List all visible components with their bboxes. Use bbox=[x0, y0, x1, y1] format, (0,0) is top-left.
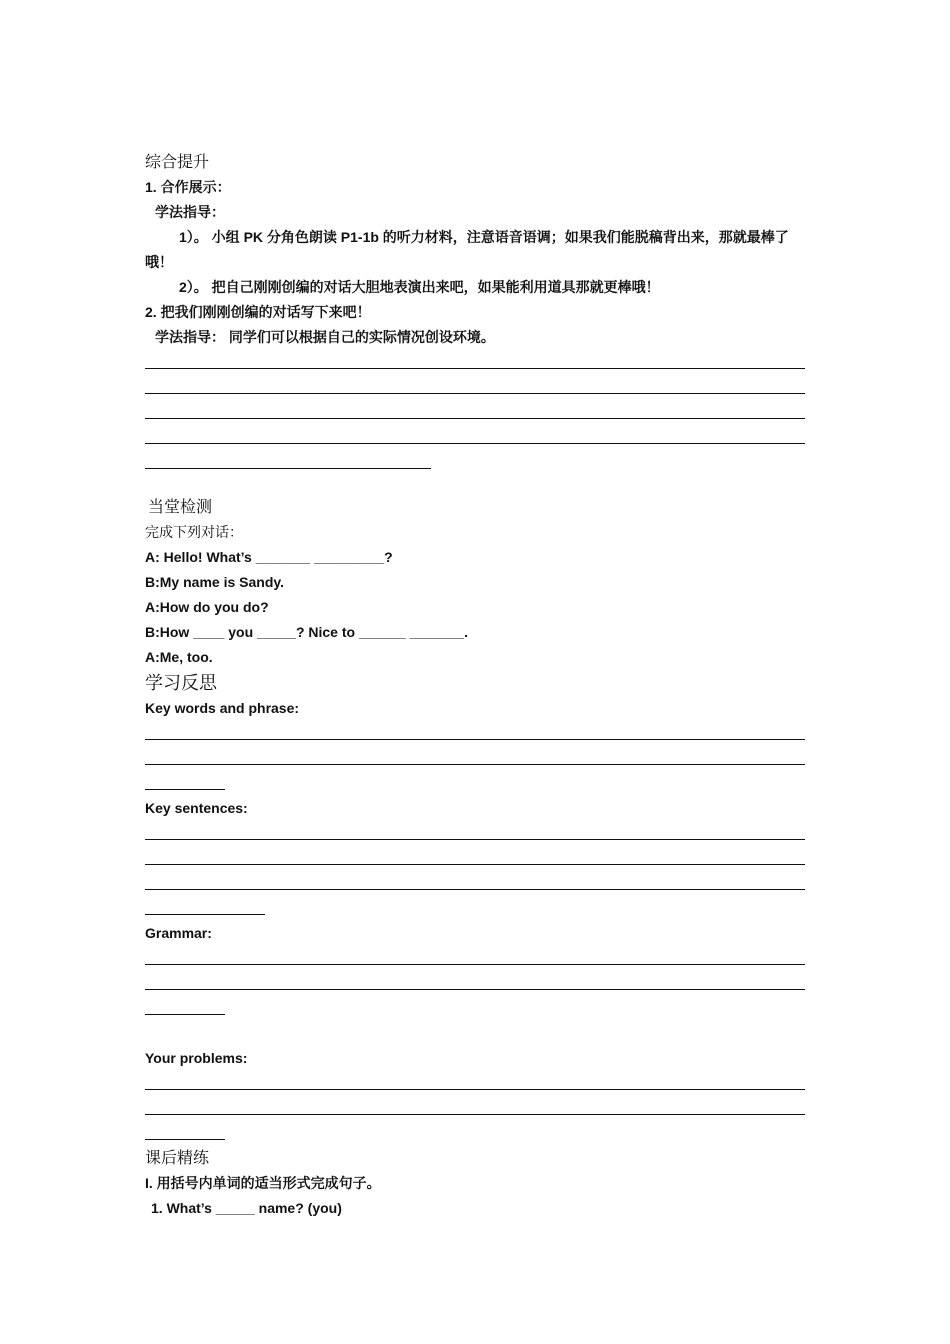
dialogue-line: B:How ____ you _____? Nice to ______ _______. bbox=[145, 624, 468, 640]
answer-line bbox=[145, 375, 805, 400]
answer-line bbox=[145, 846, 805, 871]
grammar-label: Grammar: bbox=[145, 925, 212, 941]
section-heading-test: 当堂检测 bbox=[148, 499, 213, 516]
dialogue-line: A:Me, too. bbox=[145, 649, 213, 665]
answer-line bbox=[145, 971, 805, 996]
answer-line bbox=[145, 425, 805, 450]
dialogue-line: B:My name is Sandy. bbox=[145, 574, 285, 590]
section-heading-reflection: 学习反思 bbox=[145, 673, 217, 693]
test-instruction: 完成下列对话： bbox=[145, 524, 243, 540]
answer-line-short bbox=[145, 896, 805, 921]
key-words-label: Key words and phrase: bbox=[145, 700, 300, 716]
key-sentences-label: Key sentences: bbox=[145, 800, 248, 816]
dialogue-line: A: Hello! What’s _______ _________? bbox=[145, 549, 393, 565]
answer-line bbox=[145, 1071, 805, 1096]
section-heading-comprehensive: 综合提升 bbox=[145, 154, 210, 171]
dialogue-line: A:How do you do? bbox=[145, 599, 269, 615]
step-1-text: 1）。 小组 PK 分角色朗读 P1-1b 的听力材料，注意语音语调；如果我们能脱稿背出来，那就最棒了哦！ bbox=[145, 229, 789, 270]
step-2-text: 2）。 把自己刚刚创编的对话大胆地表演出来吧，如果能利用道具那就更棒哦！ bbox=[179, 279, 660, 295]
item-2-write: 2. 把我们刚刚创编的对话写下来吧！ bbox=[145, 304, 371, 320]
problems-label: Your problems: bbox=[145, 1050, 248, 1066]
answer-line bbox=[145, 946, 805, 971]
section-heading-practice: 课后精练 bbox=[145, 1150, 210, 1167]
answer-line bbox=[145, 350, 805, 375]
item-1-cooperation: 1. 合作展示： bbox=[145, 179, 231, 195]
answer-line-short bbox=[145, 1121, 805, 1146]
answer-line-short bbox=[145, 996, 805, 1021]
answer-line bbox=[145, 821, 805, 846]
answer-line bbox=[145, 721, 805, 746]
answer-line-short bbox=[145, 771, 805, 796]
answer-line bbox=[145, 1096, 805, 1121]
practice-part-1: I. 用括号内单词的适当形式完成句子。 bbox=[145, 1175, 381, 1191]
method-guide-label: 学法指导： bbox=[155, 204, 225, 220]
answer-line bbox=[145, 746, 805, 771]
answer-line bbox=[145, 871, 805, 896]
answer-line-short bbox=[145, 450, 805, 475]
answer-line bbox=[145, 400, 805, 425]
practice-question-1: 1. What’s _____ name? (you) bbox=[151, 1200, 342, 1216]
item-2-method-guide: 学法指导： 同学们可以根据自己的实际情况创设环境。 bbox=[155, 329, 495, 345]
document-page bbox=[145, 150, 805, 1221]
